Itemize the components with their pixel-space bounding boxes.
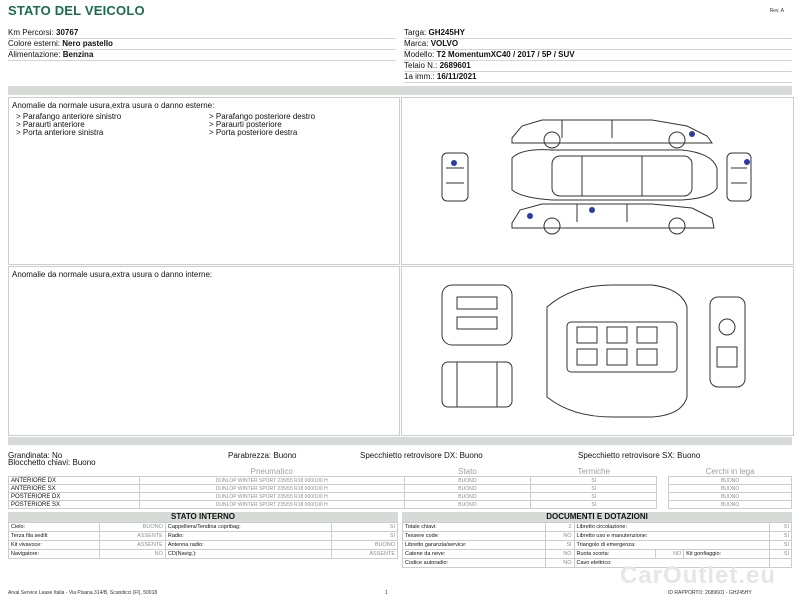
revision-label: Rev. A bbox=[769, 8, 784, 14]
mirror-left-text: Specchietto retrovisore SX: Buono bbox=[578, 451, 701, 460]
make-row: Marca: VOLVO bbox=[404, 39, 792, 50]
car-interior-diagram bbox=[402, 267, 793, 435]
table-row: Tessere code: NO Libretto uso e manutenzione: SI bbox=[403, 532, 792, 541]
table-row: Codice autoradio: NO Cavo elettrico: bbox=[403, 559, 792, 568]
car-exterior-diagram bbox=[402, 98, 793, 264]
table-row: Libretto garanzia/service: SI Triangolo di emergenza: SI bbox=[403, 541, 792, 550]
tyres-table bbox=[8, 467, 792, 509]
grandinata-text: Grandinata: No bbox=[8, 451, 63, 460]
chassis-row: Telaio N.: 2689601 bbox=[404, 61, 792, 72]
interior-status-table bbox=[8, 522, 398, 559]
table-row: Terza fila sedili: ASSENTE Radio: SI bbox=[9, 532, 398, 541]
external-damage-panel bbox=[8, 97, 400, 265]
damage-item: > Paraurti posteriore bbox=[209, 120, 282, 129]
damage-marker-icon bbox=[689, 131, 695, 137]
km-row: Km Percorsi: 30767 bbox=[8, 28, 396, 39]
table-row: Totale chiavi: 2 Libretto circolazione: SI bbox=[403, 523, 792, 532]
table-row: Kit vivavoce: ASSENTE Antenna radio: BUONO bbox=[9, 541, 398, 550]
interior-status-title: STATO INTERNO bbox=[8, 512, 398, 522]
registration-value: 16/11/2021 bbox=[436, 72, 477, 81]
damage-item: > Parafango posteriore destro bbox=[209, 112, 316, 121]
internal-diagram-panel bbox=[401, 266, 794, 436]
table-row: ANTERIORE DX DUNLOP WINTER SPORT 235/55 R18 000/100 H BUONO SI BUONO bbox=[9, 477, 792, 485]
parabrezza-text: Parabrezza: Buono bbox=[228, 451, 297, 460]
damage-item: > Parafango anteriore sinistro bbox=[16, 112, 122, 121]
documents-title: DOCUMENTI E DOTAZIONI bbox=[402, 512, 792, 522]
model-row: Modello: T2 MomentumXC40 / 2017 / 5P / SUV bbox=[404, 50, 792, 61]
page-title: STATO DEL VEICOLO bbox=[8, 3, 145, 18]
footer-company: Arval Service Lease Italia - Via Pisana 314/B, Scandicci (FI), 50018 bbox=[8, 590, 158, 596]
model-value: T2 MomentumXC40 / 2017 / 5P / SUV bbox=[436, 50, 575, 59]
tyre-column-header: Pneumatico bbox=[250, 467, 293, 476]
rim-column-header: Cerchi in lega bbox=[705, 467, 755, 476]
thermal-column-header: Termiche bbox=[577, 467, 610, 476]
fuel-value: Benzina bbox=[62, 50, 94, 59]
footer-page-number: 1 bbox=[385, 590, 388, 596]
damage-item: > Porta posteriore destra bbox=[209, 128, 298, 137]
table-row: POSTERIORE DX DUNLOP WINTER SPORT 235/55 R18 000/100 H BUONO SI BUONO bbox=[9, 493, 792, 501]
footer-report-id: ID RAPPORTO: 2689601 - GH245HY bbox=[668, 590, 752, 596]
table-row: Cielo: BUONO Cappelliera/Tendina copribag: SI bbox=[9, 523, 398, 532]
tyres-header-row bbox=[9, 467, 792, 477]
color-row: Colore esterni: Nero pastello bbox=[8, 39, 396, 50]
mirror-right-text: Specchietto retrovisore DX: Buono bbox=[360, 451, 483, 460]
damage-marker-icon bbox=[527, 213, 533, 219]
plate-row: Targa: GH245HY bbox=[404, 28, 792, 39]
make-value: VOLVO bbox=[430, 39, 459, 48]
interior-status-section bbox=[8, 512, 398, 559]
plate-value: GH245HY bbox=[428, 28, 465, 37]
damage-item: > Porta anteriore sinistra bbox=[16, 128, 104, 137]
color-value: Nero pastello bbox=[62, 39, 113, 48]
chassis-value: 2689601 bbox=[439, 61, 471, 70]
damage-marker-icon bbox=[744, 159, 750, 165]
vehicle-info-right bbox=[404, 28, 792, 83]
table-row: Navigatore: NO CD(Navig.): ASSENTE bbox=[9, 550, 398, 559]
external-damage-list-1 bbox=[16, 113, 121, 137]
damage-item: > Paraurti anteriore bbox=[16, 120, 85, 129]
external-diagram-panel bbox=[401, 97, 794, 265]
watermark: CarOutlet.eu bbox=[620, 562, 777, 589]
status-column-header: Stato bbox=[458, 467, 477, 476]
external-heading: Anomalie da normale usura,extra usura o danno esterne: bbox=[12, 101, 215, 110]
damage-marker-icon bbox=[451, 160, 457, 166]
internal-heading: Anomalie da normale usura,extra usura o danno interne: bbox=[12, 270, 213, 279]
documents-section bbox=[402, 512, 792, 568]
fuel-row: Alimentazione: Benzina bbox=[8, 50, 396, 61]
vehicle-info-left bbox=[8, 28, 396, 61]
damage-marker-icon bbox=[589, 207, 595, 213]
registration-row: 1a imm.: 16/11/2021 bbox=[404, 72, 792, 83]
table-row: POSTERIORE SX DUNLOP WINTER SPORT 235/55 R18 000/100 H BUONO SI BUONO bbox=[9, 501, 792, 509]
section-divider bbox=[8, 437, 792, 445]
km-value: 30767 bbox=[56, 28, 79, 37]
external-damage-list-2 bbox=[209, 113, 315, 137]
internal-damage-panel bbox=[8, 266, 400, 436]
key-block-text: Blocchetto chiavi: Buono bbox=[8, 458, 96, 467]
section-divider bbox=[8, 86, 792, 95]
table-row: ANTERIORE SX DUNLOP WINTER SPORT 235/55 R18 000/100 H BUONO SI BUONO bbox=[9, 485, 792, 493]
table-row: Catene da neve: NO Ruota scorta: NO Kit gonfiaggio: SI bbox=[403, 550, 792, 559]
